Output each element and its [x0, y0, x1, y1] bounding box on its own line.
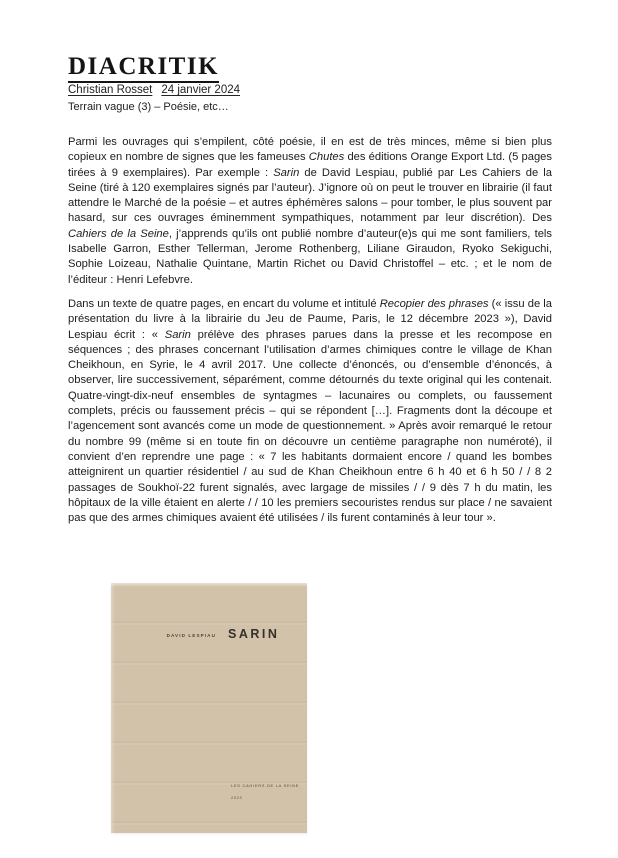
article-subtitle: Terrain vague (3) – Poésie, etc… — [68, 101, 229, 113]
book-cover — [111, 583, 307, 833]
paragraph-1: Parmi les ouvrages qui s’empilent, côté poésie, il en est de très minces, même si bien plus copieux en nombre de signes que les fameuses Chutes des éditions Orange Export Ltd. (5 pages tirées à 9 exemplaires). Par exemple : Sarin de David Lespiau, publié par Les Cahiers de la Seine (tiré à 120 exemplaires signés par l’auteur). J’ignore où on peut le trouver en librairie (il faut attendre le Marché de la poésie – et autres éphémères salons – pour tomber, le plus souvent par hasard, sur ces ouvrages éminemment sympathiques, notamment par leur discrétion). Des Cahiers de la Seine, j’apprends qu’ils ont publié nombre d’auteur(e)s qui me sont familiers, tels Isabelle Garron, Esther Tellerman, Jerome Rothenberg, Liliane Giraudon, Ryoko Sekiguchi, Sophie Loizeau, Nathalie Quintane, Martin Richet ou David Christoffel – etc. ; et le nom de l’éditeur : Henri Lefebvre. — [68, 136, 553, 286]
book-cover-title: SARIN — [228, 627, 280, 641]
author-link[interactable]: Christian Rosset — [68, 84, 153, 96]
article-body — [68, 135, 552, 535]
site-logo[interactable]: DIACRITIK — [68, 55, 219, 83]
book-cover-author: DAVID LESPIAU — [166, 633, 216, 638]
date-link[interactable]: 24 janvier 2024 — [161, 84, 241, 96]
book-cover-publisher: LES CAHIERS DE LA SEINE — [231, 783, 300, 788]
paragraph-2: Dans un texte de quatre pages, en encart du volume et intitulé Recopier des phrases (« issu de la présentation du livre à la librairie du Jeu de Paume, Paris, le 12 décembre 2023 »), David Lespiau écrit : « Sarin prélève des phrases parues dans la presse et les recompose en séquences ; des phrases concernant l’utilisation d’armes chimiques contre le village de Khan Cheikhoun, en Syrie, le 4 avril 2017. Une collecte d’énoncés, ou d’ensemble d’énoncés, à observer, lire successivement, séparément, comme détournés du texte original qui les contenait. Quatre-vingt-dix-neuf ensembles de syntagmes – lacunaires ou complets, ou faussement complets, précis ou faussement précis – qui se répondent […]. Fragments dont la découpe et l’agencement sont avancés come un mode de questionnement. » Après avoir remarqué le retour du nombre 99 (même si en toute fin on découvre un centième paragraphe non numéroté), il convient d’en reprendre une page : « 7 les habitants dormaient encore / quand les bombes atteignirent un quartier résidentiel / au sud de Khan Cheikhoun entre 6 h 40 et 6 h 50 / / 8 2 passages de Soukhoï-22 furent signalés, avec largage de missiles / / 9 dès 7 h du matin, les hôpitaux de la ville étaient en alerte / / 10 les premiers secouristes rendus sur place / ne savaient pas que des armes chimiques avaient été utilisées / ils furent contaminés à leur tour ». — [68, 297, 552, 525]
book-cover-image — [111, 583, 307, 833]
byline — [68, 83, 240, 97]
book-cover-year: 2023 — [231, 795, 243, 800]
